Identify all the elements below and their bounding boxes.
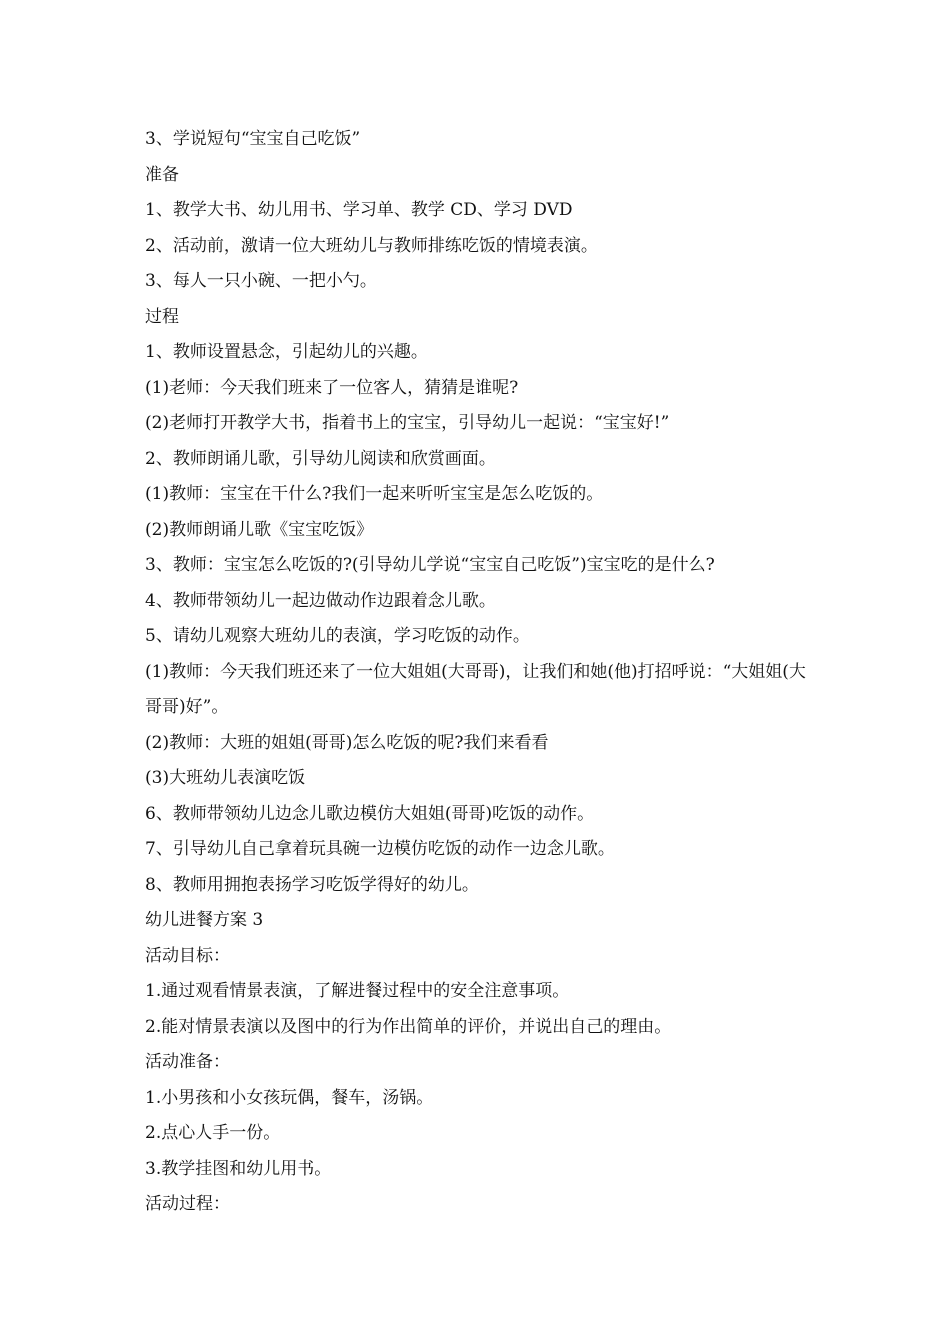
paragraph: (2)教师朗诵儿歌《宝宝吃饭》 [145, 519, 374, 540]
section-heading: 活动过程： [145, 1194, 230, 1214]
paragraph: 3、学说短句“宝宝自己吃饭” [145, 129, 361, 149]
paragraph: 3.教学挂图和幼儿用书。 [145, 1158, 332, 1179]
section-heading: 过程 [145, 306, 179, 327]
paragraph: 1、教师设置悬念，引起幼儿的兴趣。 [145, 342, 428, 362]
section-heading: 活动准备： [145, 1052, 230, 1072]
paragraph: (2)老师打开教学大书，指着书上的宝宝，引导幼儿一起说：“宝宝好!” [145, 413, 670, 433]
paragraph: 5、请幼儿观察大班幼儿的表演，学习吃饭的动作。 [145, 626, 530, 646]
paragraph: 8、教师用拥抱表扬学习吃饭学得好的幼儿。 [145, 874, 479, 895]
paragraph: 3、教师：宝宝怎么吃饭的?(引导幼儿学说“宝宝自己吃饭”)宝宝吃的是什么? [145, 555, 715, 575]
paragraph: (1)教师：宝宝在干什么?我们一起来听听宝宝是怎么吃饭的。 [145, 484, 604, 504]
paragraph: 2、活动前，激请一位大班幼儿与教师排练吃饭的情境表演。 [145, 235, 598, 256]
paragraph: 2.能对情景表演以及图中的行为作出简单的评价，并说出自己的理由。 [145, 1016, 672, 1037]
paragraph: (3)大班幼儿表演吃饭 [145, 768, 306, 788]
paragraph: (1)老师：今天我们班来了一位客人，猜猜是谁呢? [145, 377, 519, 398]
paragraph: 1.通过观看情景表演，了解进餐过程中的安全注意事项。 [145, 981, 570, 1001]
paragraph: (1)教师：今天我们班还来了一位大姐姐(大哥哥)，让我们和她(他)打招呼说：“大姐姐(大哥哥)好”。 [145, 661, 806, 717]
paragraph: 3、每人一只小碗、一把小勺。 [145, 271, 377, 291]
paragraph: 2、教师朗诵儿歌，引导幼儿阅读和欣赏画面。 [145, 448, 496, 469]
paragraph: 2.点心人手一份。 [145, 1123, 281, 1143]
paragraph: 1.小男孩和小女孩玩偶，餐车，汤锅。 [145, 1087, 434, 1108]
document-body [145, 122, 815, 1223]
paragraph: 1、教学大书、幼儿用书、学习单、教学 CD、学习 DVD [145, 200, 573, 220]
paragraph: (2)教师：大班的姐姐(哥哥)怎么吃饭的呢?我们来看看 [145, 732, 549, 753]
paragraph: 6、教师带领幼儿边念儿歌边模仿大姐姐(哥哥)吃饭的动作。 [145, 803, 595, 824]
section-heading: 准备 [145, 164, 179, 185]
paragraph: 7、引导幼儿自己拿着玩具碗一边模仿吃饭的动作一边念儿歌。 [145, 839, 615, 859]
section-title: 幼儿进餐方案 3 [145, 910, 264, 930]
paragraph: 4、教师带领幼儿一起边做动作边跟着念儿歌。 [145, 590, 496, 611]
section-heading: 活动目标： [145, 945, 230, 966]
